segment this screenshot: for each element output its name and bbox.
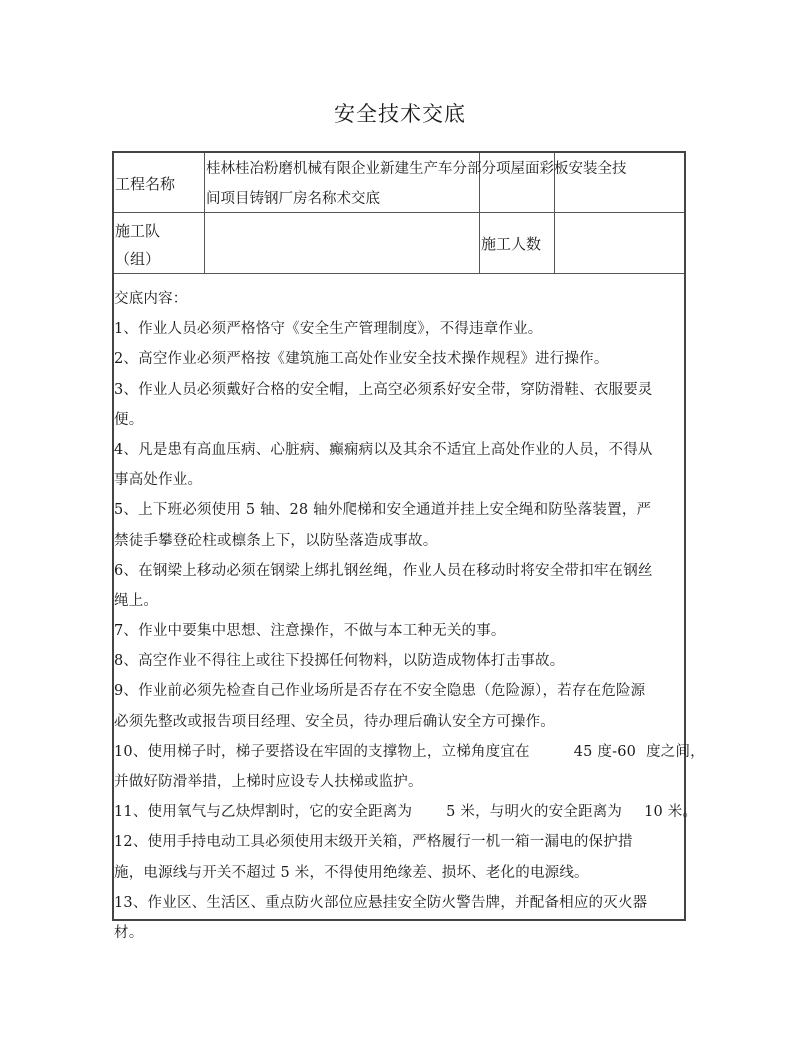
content-line: 4、凡是患有高血压病、心脏病、癫痫病以及其余不适宜上高处作业的人员，不得从 [114, 441, 653, 458]
line10-part-c: 度之间， [646, 743, 705, 760]
content-line: 施，电源线与开关不超过 5 米，不得使用绝缘差、损坏、老化的电源线。 [114, 864, 589, 881]
team-label-line1: 施工队 [115, 222, 161, 240]
line11-part-b: 5 米，与明火的安全距离为 [446, 804, 623, 821]
content-line: 事高处作业。 [114, 472, 203, 489]
col-divider-1 [204, 153, 205, 273]
content-line: 6、在钢梁上移动必须在钢梁上绑扎钢丝绳，作业人员在移动时将安全带扣牢在钢丝 [114, 562, 653, 579]
content-line: 7、作业中要集中思想、注意操作，不做与本工种无关的事。 [114, 623, 506, 640]
content-line: 13、作业区、生活区、重点防火部位应悬挂安全防火警告牌，并配备相应的灭火器 [114, 894, 648, 911]
content-line: 便。 [114, 411, 144, 428]
content-line: 材。 [114, 924, 144, 941]
content-line: 绳上。 [114, 592, 159, 609]
disclosure-content [114, 284, 705, 948]
document-title: 安全技术交底 [334, 102, 466, 126]
content-line: 1、作业人员必须严格恪守《安全生产管理制度》，不得违章作业。 [114, 321, 543, 338]
worker-count-label: 施工人数 [481, 235, 542, 253]
content-heading: 交底内容： [114, 291, 188, 307]
content-line: 必须先整改或报告项目经理、安全员，待办理后确认安全方可操作。 [114, 713, 555, 730]
team-label-line2: （组） [115, 250, 161, 268]
project-name-line2: 间项目铸钢厂房名称术交底 [206, 191, 380, 207]
content-line: 并做好防滑举措，上梯时应设专人扶梯或监护。 [114, 774, 423, 790]
line10-part-a: 10、使用梯子时，梯子要搭设在牢固的支撑物上，立梯角度宜在 [114, 743, 530, 760]
content-line: 3、作业人员必须戴好合格的安全帽，上高空必须系好安全带，穿防滑鞋、衣服要灵 [114, 381, 653, 398]
line11-part-c: 10 米。 [644, 804, 698, 821]
line11-part-a: 11、使用氧气与乙炔焊割时，它的安全距离为 [114, 804, 413, 821]
content-line: 9、作业前必须先检查自己作业场所是否存在不安全隐患（危险源），若存在危险源 [114, 683, 646, 700]
row-divider-2 [114, 273, 684, 274]
project-name-label: 工程名称 [115, 175, 176, 193]
content-line-10 [114, 737, 705, 767]
content-line: 5、上下班必须使用 5 轴、28 轴外爬梯和安全通道并挂上安全绳和防坠落装置，严 [114, 502, 652, 519]
content-line: 8、高空作业不得往上或往下投掷任何物料，以防造成物体打击事故。 [114, 653, 565, 670]
content-line-11 [114, 797, 698, 827]
line10-angle: 45 度-60 [573, 743, 637, 760]
row-divider-1 [114, 212, 684, 213]
content-line: 12、使用手持电动工具必须使用末级开关箱，严格履行一机一箱一漏电的保护措 [114, 834, 633, 851]
content-line: 2、高空作业必须严格按《建筑施工高处作业安全技术操作规程》进行操作。 [114, 351, 609, 368]
content-line: 禁徒手攀登砼柱或檩条上下，以防坠落造成事故。 [114, 532, 438, 549]
project-name-line1: 桂林桂冶粉磨机械有限企业新建生产车分部分项屋面彩板安装全技 [206, 161, 627, 177]
